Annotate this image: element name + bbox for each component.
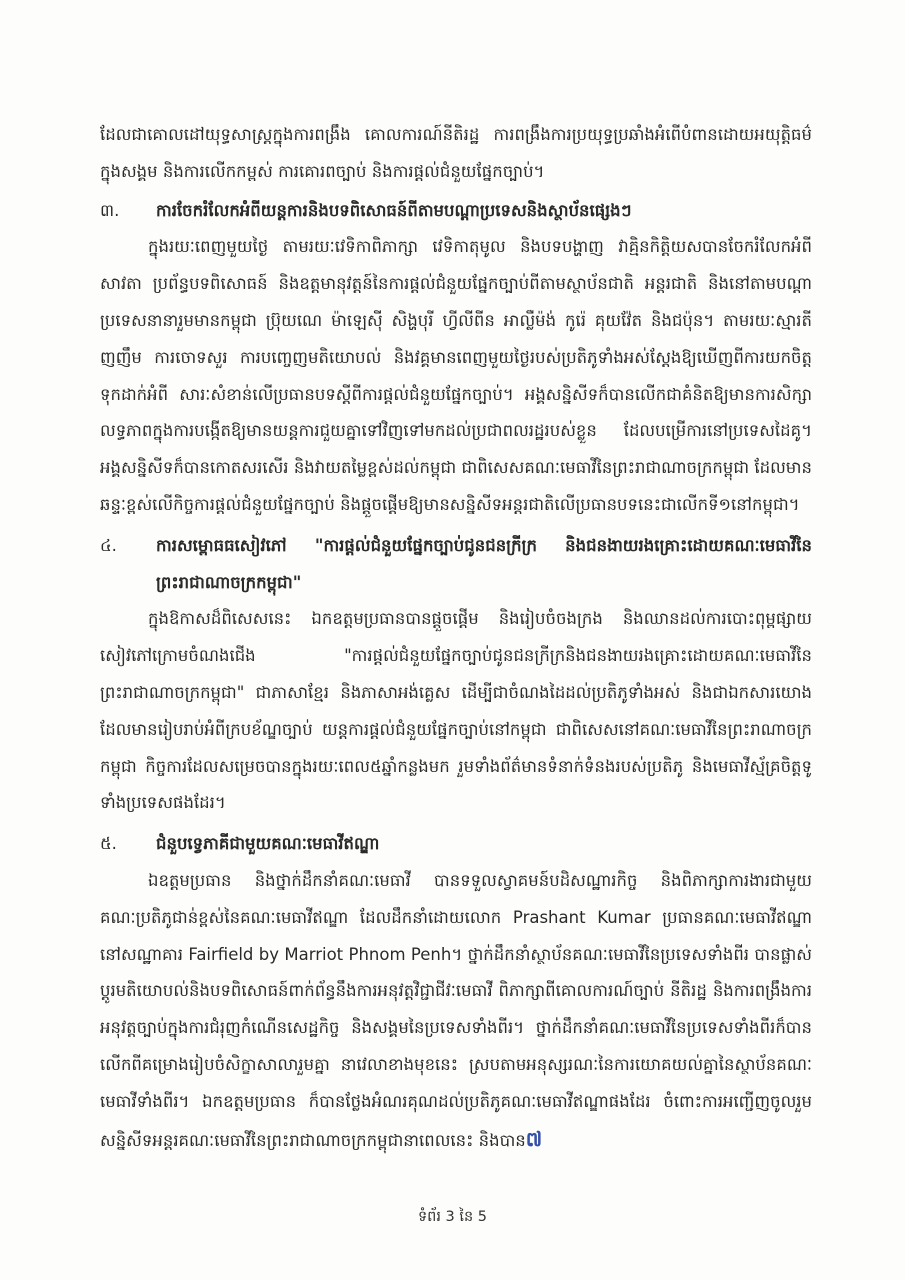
intro-paragraph: ដែលជាគោលដៅយុទ្ធសាស្ត្រក្នុងការពង្រឹង គោលការណ៍នីតិរដ្ឋ ការពង្រឹងការប្រយុទ្ធប្រឆាំងអំពើបំពានដោយអយុត្តិធម៌ក្នុងសង្គម និងការលើកកម្ពស់ ការគោរពច្បាប់ និងការផ្ដល់ជំនួយផ្នែកច្បាប់។ bbox=[100, 125, 812, 181]
section-3-title: ការចែករំលែកអំពីយន្តការនិងបទពិសោធន៍ពីតាមបណ្ដាប្រទេសនិងស្ថាប័នផ្សេងៗ bbox=[156, 200, 632, 220]
section-5-body: ឯឧត្តមប្រធាន និងថ្នាក់ដឹកនាំគណៈមេធាវី បានទទួលស្វាគមន៍បដិសណ្ឋារកិច្ច និងពិភាក្សាការងារជាមួយគណៈប្រតិភូជាន់ខ្ពស់នៃគណៈមេធាវីឥណ្ឌា ដែលដឹកនាំដោយលោក Prashant Kumar ប្រធានគណៈមេធាវីឥណ្ឌា នៅសណ្ឋាគារ Fairfield by Marriot Phnom Penh។ ថ្នាក់ដឹកនាំស្ថាប័នគណៈមេធាវីនៃប្រទេសទាំងពីរ បានផ្លាស់ប្ដូរមតិយោបល់និងបទពិសោធន៍ពាក់ព័ន្ធនឹងការអនុវត្តវិជ្ជាជីវៈមេធាវី ពិភាក្សាពីគោលការណ៍ច្បាប់ នីតិរដ្ឋ និងការពង្រឹងការអនុវត្តច្បាប់ក្នុងការជំរុញកំណើនសេដ្ឋកិច្ច និងសង្គមនៃប្រទេសទាំងពីរ។ ថ្នាក់ដឹកនាំគណៈមេធាវីនៃប្រទេសទាំងពីរក៏បានលើកពីគម្រោងរៀបចំសិក្ខាសាលារួមគ្នា នាវេលាខាងមុខនេះ ស្របតាមអនុស្សរណៈនៃការយោគយល់គ្នានៃស្ថាប័នគណៈមេធាវីទាំងពីរ។ ឯកឧត្តមប្រធាន ក៏បានថ្លែងអំណរគុណដល់ប្រតិភូគណៈមេធាវីឥណ្ឌាផងដែរ ចំពោះការអញ្ជើញចូលរួមសន្និសីទអន្តរគណៈមេធាវីនៃព្រះរាជាណាចក្រកម្ពុជានាពេលនេះ និងបាន bbox=[100, 870, 812, 1150]
page-number-footer: ទំព័រ 3 នៃ 5 bbox=[417, 1209, 488, 1225]
section-4-body: ក្នុងឱកាសដ៏ពិសេសនេះ ឯកឧត្តមប្រធានបានផ្ដួចផ្ដើម និងរៀបចំចងក្រង និងឈានដល់ការបោះពុម្ពផ្សាយសៀវភៅក្រោមចំណងជើង "ការផ្ដល់ជំនួយផ្នែកច្បាប់ជូនជនក្រីក្រនិងជនងាយរងគ្រោះដោយគណៈមេធាវីនៃព្រះរាជាណាចក្រកម្ពុជា" ជាភាសាខ្មែរ និងភាសាអង់គ្លេស ដើម្បីជាចំណងដៃដល់ប្រតិភូទាំងអស់ និងជាឯកសារយោងដែលមានរៀបរាប់អំពីក្របខ័ណ្ឌច្បាប់ យន្តការផ្ដល់ជំនួយផ្នែកច្បាប់នៅកម្ពុជា ជាពិសេសនៅគណៈមេធាវីនៃព្រះរាណាចក្រកម្ពុជា កិច្ចការដែលសម្រេចបានក្នុងរយៈពេល៥ឆ្នាំកន្លងមក រួមទាំងព័ត៌មានទំនាក់ទំនងរបស់ប្រតិភូ និងមេធាវីស្ម័គ្រចិត្តទូទាំងប្រទេសផងដែរ។ bbox=[100, 609, 812, 813]
section-4-title: ការសម្ពោធធសៀវភៅ "ការផ្ដល់ជំនួយផ្នែកច្បាប់ជូនជនក្រីក្រ និងជនងាយរងគ្រោះដោយគណៈមេធាវីនៃព្រះរាជាណាចក្រកម្ពុជា" bbox=[156, 535, 812, 592]
section-4-heading bbox=[100, 528, 812, 602]
section-4-number: ៤. bbox=[100, 535, 117, 555]
document-body bbox=[100, 117, 812, 1159]
section-5-paragraph bbox=[100, 863, 812, 1159]
section-3-heading bbox=[100, 193, 812, 230]
section-3-number: ៣. bbox=[100, 200, 120, 220]
handwritten-mark: ៧ bbox=[525, 1126, 543, 1151]
section-5-heading bbox=[100, 826, 812, 863]
section-3-body: ក្នុងរយៈពេញមួយថ្ងៃ តាមរយៈវេទិកាពិភាក្សា វេទិកាតុមូល និងបទបង្ហាញ វាគ្មិនកិត្តិយសបានចែករំលែកអំពីសាវតា ប្រព័ន្ធបទពិសោធន៍ និងឧត្តមានុវត្តន៍នៃការផ្ដល់ជំនួយផ្នែកច្បាប់ពីតាមស្ថាប័នជាតិ អន្តរជាតិ និងនៅតាមបណ្ដាប្រទេសនានារួមមានកម្ពុជា ប្រ៊ុយណេ ម៉ាឡេស៊ី សិង្ហបុរី ហ្វីលីពីន អាល្លឺម៉ង់ កូរ៉េ គុយវ៉ែត និងជប៉ុន។ តាមរយៈស្មារតីញញឹម ការចោទសួរ ការបញ្ចេញមតិយោបល់ និងវគ្គមានពេញមួយថ្ងៃរបស់ប្រតិភូទាំងអស់ស្ដែងឱ្យឃើញពីការយកចិត្តទុកដាក់អំពី សារៈសំខាន់លើប្រធានបទស្ដីពីការផ្ដល់ជំនួយផ្នែកច្បាប់។ អង្គសន្និសីទក៏បានលើកជាគំនិតឱ្យមានការសិក្សាលទ្ធភាពក្នុងការបង្កើតឱ្យមានយន្តការជួយគ្នាទៅវិញទៅមកដល់ប្រជាពលរដ្ឋរបស់ខ្លួន ដែលបម្រើការនៅប្រទេសដៃគូ។ អង្គសន្និសីទក៏បានកោតសរសើរ និងវាយតម្លៃខ្ពស់ដល់កម្ពុជា ជាពិសេសគណៈមេធាវីនៃព្រះរាជាណាចក្រកម្ពុជា ដែលមានឆន្ទៈខ្ពស់លើកិច្ចការផ្ដល់ជំនួយផ្នែកច្បាប់ និងផ្ដួចផ្ដើមឱ្យមានសន្និសីទអន្តរជាតិលើប្រធានបទនេះជាលើកទី១នៅកម្ពុជា។ bbox=[100, 237, 812, 514]
section-5-number: ៥. bbox=[100, 834, 117, 854]
section-5-title: ជំនួបទ្វេភាគីជាមួយគណៈមេធាវីឥណ្ឌា bbox=[156, 834, 380, 854]
